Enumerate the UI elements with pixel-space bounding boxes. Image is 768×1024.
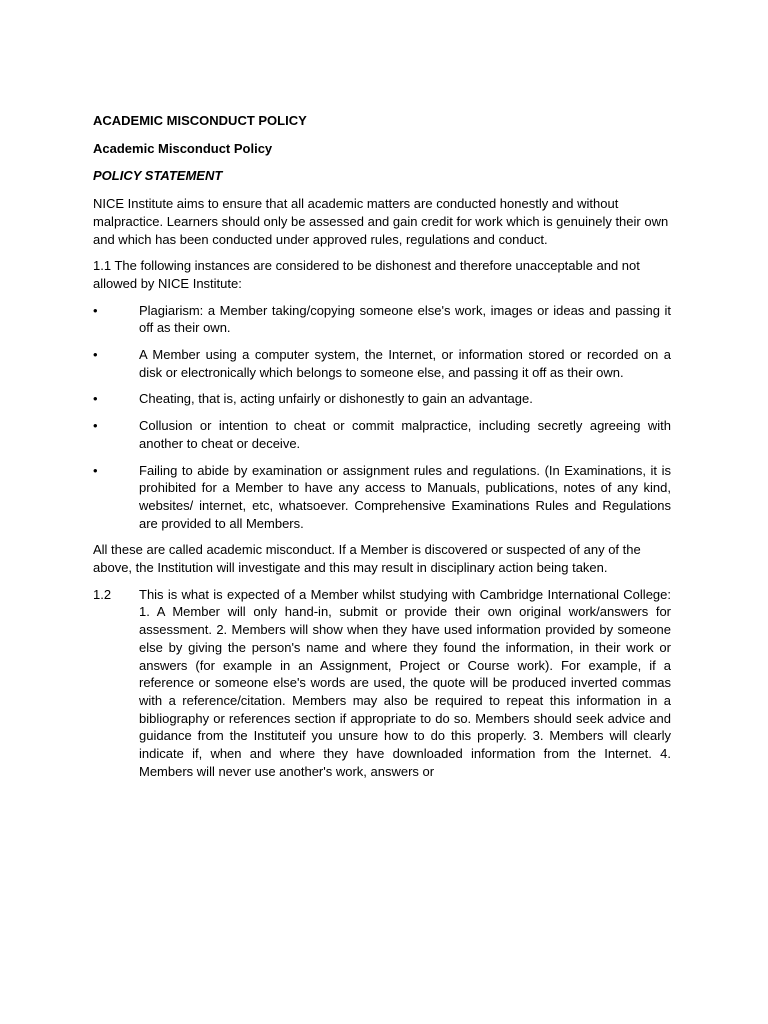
list-item	[93, 462, 671, 533]
bullet-text: Collusion or intention to cheat or commit malpractice, including secretly agreeing with another to cheat or deceive.	[139, 418, 671, 451]
bullet-marker: •	[93, 302, 98, 318]
section-1-1: 1.1 The following instances are considered to be dishonest and therefore unacceptable and not allowed by NICE Institute:	[93, 258, 640, 291]
list-item	[93, 390, 671, 408]
list-item	[93, 417, 671, 452]
bullet-text: Failing to abide by examination or assignment rules and regulations. (In Examinations, it is prohibited for a Member to have any access to Manuals, publications, notes of any kind, websites/ internet, etc, whatsoever. Comprehensive Examinations Rules and Regulations are provided to all Members.	[139, 462, 671, 531]
section-1-2-text: This is what is expected of a Member whilst studying with Cambridge International College: 1. A Member will only hand-in, submit or provide their own original work/answers for assessment. 2. Members will show when they have used information provided by someone else by giving the person's name and where they found the information, in their work or answers (for example in an Assignment, Project or Course work). For example, if a reference or someone else's words are used, the quote will be produced inverted commas with a reference/citation. Members may also be required to repeat this information in a bibliography or references section if appropriate to do so. Members should seek advice and guidance from the Instituteif you unsure how to do this properly. 3. Members will clearly indicate if, when and where they have downloaded information from the Internet. 4. Members will never use another's work, answers or	[139, 586, 671, 779]
bullet-text: Cheating, that is, acting unfairly or dishonestly to gain an advantage.	[139, 391, 533, 407]
list-item	[93, 302, 671, 337]
intro-paragraph: NICE Institute aims to ensure that all academic matters are conducted honestly and without malpractice. Learners should only be assessed and gain credit for work which is genuinely their own and which has been conducted under approved rules, regulations and conduct.	[93, 196, 669, 247]
misconduct-list	[93, 302, 671, 533]
document-body	[93, 112, 671, 781]
bullet-marker: •	[93, 418, 98, 434]
section-1-2	[93, 586, 671, 781]
bullet-text: Plagiarism: a Member taking/copying someone else's work, images or ideas and passing it off as their own.	[139, 302, 671, 336]
bullet-text: A Member using a computer system, the Internet, or information stored or recorded on a disk or electronically which belongs to someone else, and passing it off as their own.	[139, 347, 671, 380]
section-number: 1.2	[93, 586, 112, 602]
list-item	[93, 346, 671, 381]
document-title: Academic Misconduct Policy	[93, 140, 273, 156]
misconduct-note: All these are called academic misconduct. If a Member is discovered or suspected of any of the above, the Institution will investigate and this may result in disciplinary action being taken.	[93, 542, 641, 576]
bullet-marker: •	[93, 462, 98, 478]
document-title-upper: ACADEMIC MISCONDUCT POLICY	[93, 113, 307, 128]
policy-statement-heading: POLICY STATEMENT	[93, 168, 223, 184]
bullet-marker: •	[93, 347, 98, 363]
bullet-marker: •	[93, 391, 98, 407]
